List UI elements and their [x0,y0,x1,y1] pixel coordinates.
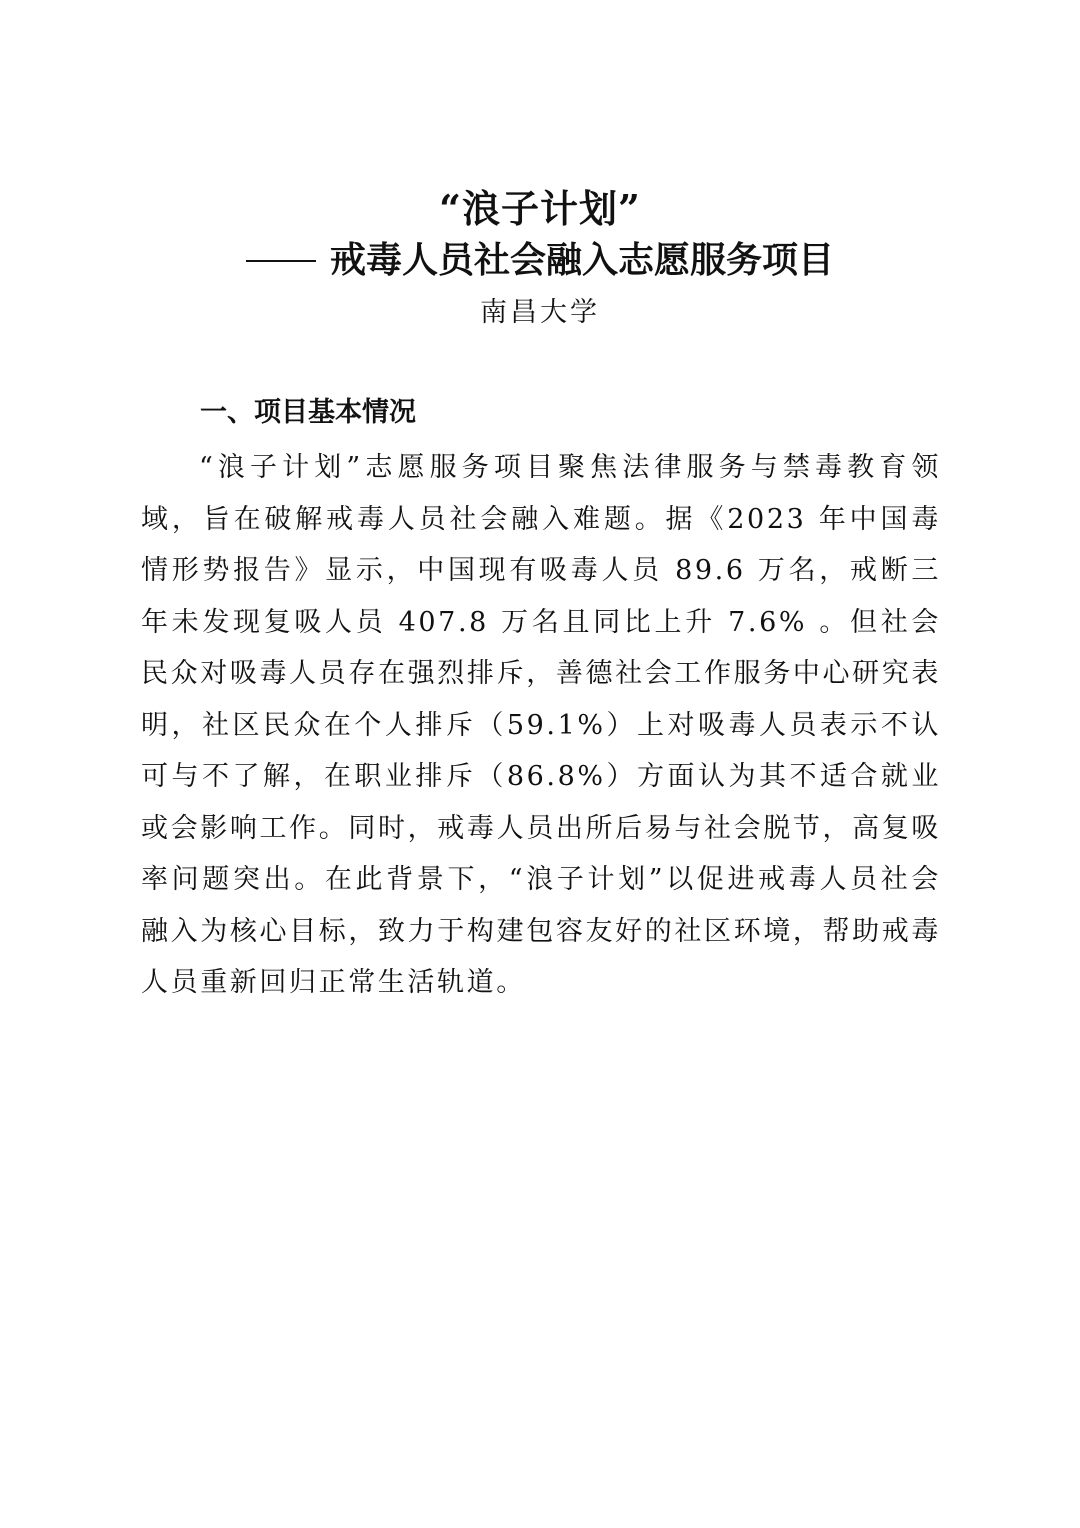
body-paragraph: “浪子计划”志愿服务项目聚焦法律服务与禁毒教育领域，旨在破解戒毒人员社会融入难题。据《2023 年中国毒情形势报告》显示，中国现有吸毒人员 89.6 万名，戒断三年未发现复吸人员 407.8 万名且同比上升 7.6% 。但社会民众对吸毒人员存在强烈排斥，善德社会工作服务中心研究表明，社区民众在个人排斥（59.1%）上对吸毒人员表示不认可与不了解，在职业排斥（86.8%）方面认为其不适合就业或会影响工作。同时，戒毒人员出所后易与社会脱节，高复吸率问题突出。在此背景下，“浪子计划”以促进戒毒人员社会融入为核心目标，致力于构建包容友好的社区环境，帮助戒毒人员重新回归正常生活轨道。 [141,452,941,998]
organization-name: 南昌大学 [480,297,600,328]
document-subtitle-line [0,236,1080,284]
em-dash-rule [246,260,316,262]
section-heading: 一、项目基本情况 [200,397,416,428]
document-subtitle: 戒毒人员社会融入志愿服务项目 [329,239,834,281]
document-title: “浪子计划” [439,186,641,231]
